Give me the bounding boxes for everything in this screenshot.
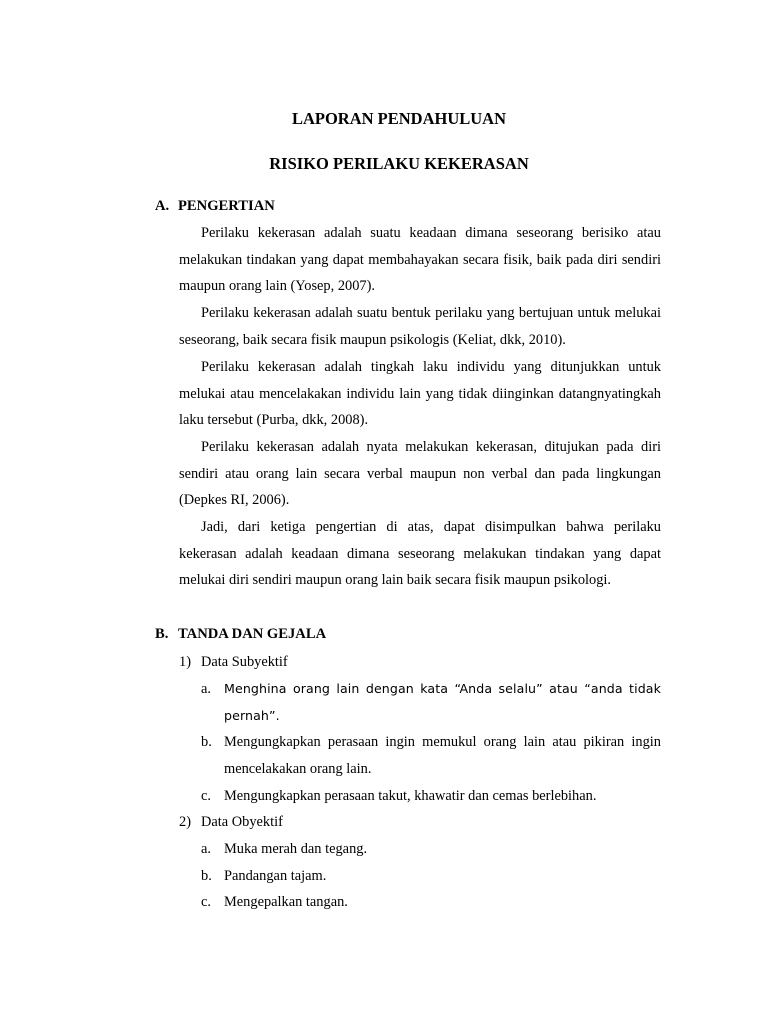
list-item [201,729,661,782]
list-item-marker: a. [201,681,211,697]
list-item [201,836,661,863]
paragraph: Perilaku kekerasan adalah suatu bentuk perilaku yang bertujuan untuk melukai seseorang, baik secara fisik maupun psikologis (Keliat, dkk, 2010). [179,305,661,348]
section-b-title: TANDA DAN GEJALA [178,626,327,642]
section-a-heading [155,198,275,215]
paragraph: Jadi, dari ketiga pengertian di atas, dapat disimpulkan bahwa perilaku kekerasan adalah keadaan dimana seseorang melakukan tindakan yang dapat melukai diri sendiri maupun orang lain baik secara fisik maupun psikologi. [179,519,661,588]
section-a-title: PENGERTIAN [178,198,275,214]
list-marker: 2) [179,814,191,830]
list-item-text: Mengungkapkan perasaan takut, khawatir dan cemas berlebihan. [224,788,597,804]
list-item-text: Mengepalkan tangan. [224,894,348,910]
list-item [201,783,661,810]
document-title: LAPORAN PENDAHULUAN [291,109,507,128]
list-group-subjective [179,649,288,676]
list-item [201,863,661,890]
list-item-marker: b. [201,734,212,750]
list-item [201,889,661,916]
list-item [201,676,661,729]
paragraph: Perilaku kekerasan adalah suatu keadaan dimana seseorang berisiko atau melakukan tindakan yang dapat membahayakan secara fisik, baik pada diri sendiri maupun orang lain (Yosep, 2007). [179,225,661,294]
list-item-marker: b. [201,868,212,884]
list-item-text: Menghina orang lain dengan kata “Anda selalu” atau “anda tidak pernah”. [224,681,661,723]
list-marker: 1) [179,654,191,670]
list-group-label: Data Obyektif [201,814,283,830]
list-item-marker: c. [201,894,211,910]
list-item-marker: a. [201,841,211,857]
list-item-text: Pandangan tajam. [224,868,327,884]
section-b-marker: B. [155,626,169,642]
paragraph: Perilaku kekerasan adalah nyata melakukan kekerasan, ditujukan pada diri sendiri atau orang lain secara verbal maupun non verbal dan pada lingkungan (Depkes RI, 2006). [179,439,661,508]
section-a-marker: A. [155,198,170,214]
list-item-marker: c. [201,788,211,804]
list-group-label: Data Subyektif [201,654,288,670]
document-subtitle: RISIKO PERILAKU KEKERASAN [269,154,529,173]
list-group-objective [179,809,283,836]
list-item-text: Mengungkapkan perasaan ingin memukul orang lain atau pikiran ingin mencelakakan orang lain. [224,734,661,777]
list-item-text: Muka merah dan tegang. [224,841,368,857]
paragraph: Perilaku kekerasan adalah tingkah laku individu yang ditunjukkan untuk melukai atau mencelakakan individu lain yang tidak diinginkan datangnyatingkah laku tersebut (Purba, dkk, 2008). [179,359,661,428]
section-b-heading [155,626,326,643]
